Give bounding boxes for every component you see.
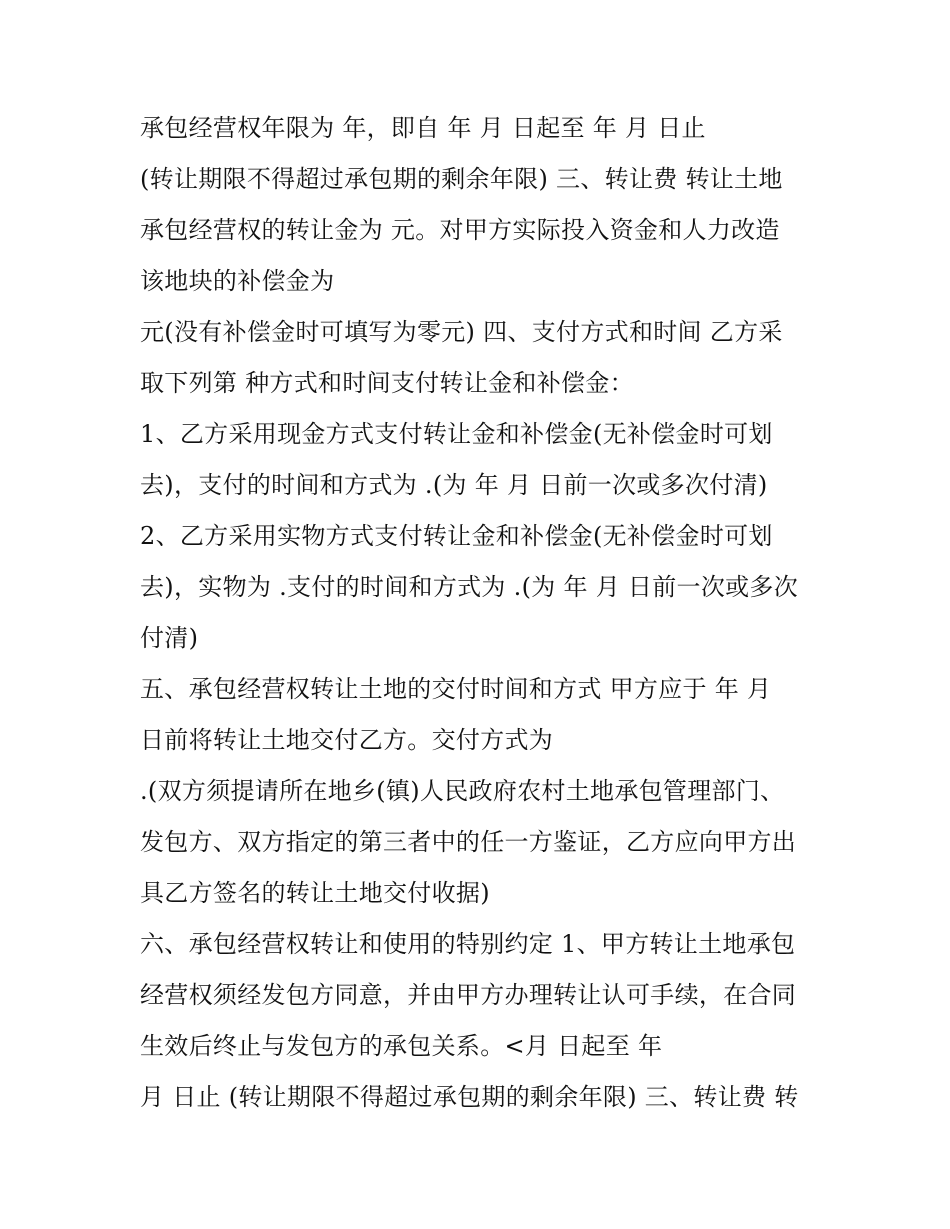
text-line: 取下列第 种方式和时间支付转让金和补偿金： xyxy=(140,369,634,397)
text-line: 2、乙方采用实物方式支付转让金和补偿金(无补偿金时可划 xyxy=(140,522,773,550)
text-line: (转让期限不得超过承包期的剩余年限) 三、转让费 转让土地 xyxy=(140,165,783,193)
text-line: 付清) xyxy=(140,624,199,652)
text-line: 日前将转让土地交付乙方。交付方式为 xyxy=(140,726,554,754)
text-line: 该地块的补偿金为 xyxy=(140,267,335,295)
text-line: 经营权须经发包方同意，并由甲方办理转让认可手续，在合同 xyxy=(140,981,797,1009)
text-line: 具乙方签名的转让土地交付收据) xyxy=(140,879,490,907)
text-line: 去)，实物为 .支付的时间和方式为 .(为 年 月 日前一次或多次 xyxy=(140,573,799,601)
text-line: .(双方须提请所在地乡(镇)人民政府农村土地承包管理部门、 xyxy=(140,777,785,805)
text-line: 承包经营权的转让金为 元。对甲方实际投入资金和人力改造 xyxy=(140,216,780,244)
text-line: 1、乙方采用现金方式支付转让金和补偿金(无补偿金时可划 xyxy=(140,420,773,448)
text-line: 发包方、双方指定的第三者中的任一方鉴证，乙方应向甲方出 xyxy=(140,828,797,856)
text-line: 月 日止 (转让期限不得超过承包期的剩余年限) 三、转让费 转 xyxy=(140,1083,799,1111)
text-line: 去)，支付的时间和方式为 .(为 年 月 日前一次或多次付清) xyxy=(140,471,768,499)
text-line: 五、承包经营权转让土地的交付时间和方式 甲方应于 年 月 xyxy=(140,675,772,703)
text-line: 承包经营权年限为 年，即自 年 月 日起至 年 月 日止 xyxy=(140,114,706,142)
text-line: 生效后终止与发包方的承包关系。<月 日起至 年 xyxy=(140,1032,663,1060)
text-line: 六、承包经营权转让和使用的特别约定 1、甲方转让土地承包 xyxy=(140,930,796,958)
text-line: 元(没有补偿金时可填写为零元) 四、支付方式和时间 乙方采 xyxy=(140,318,783,346)
